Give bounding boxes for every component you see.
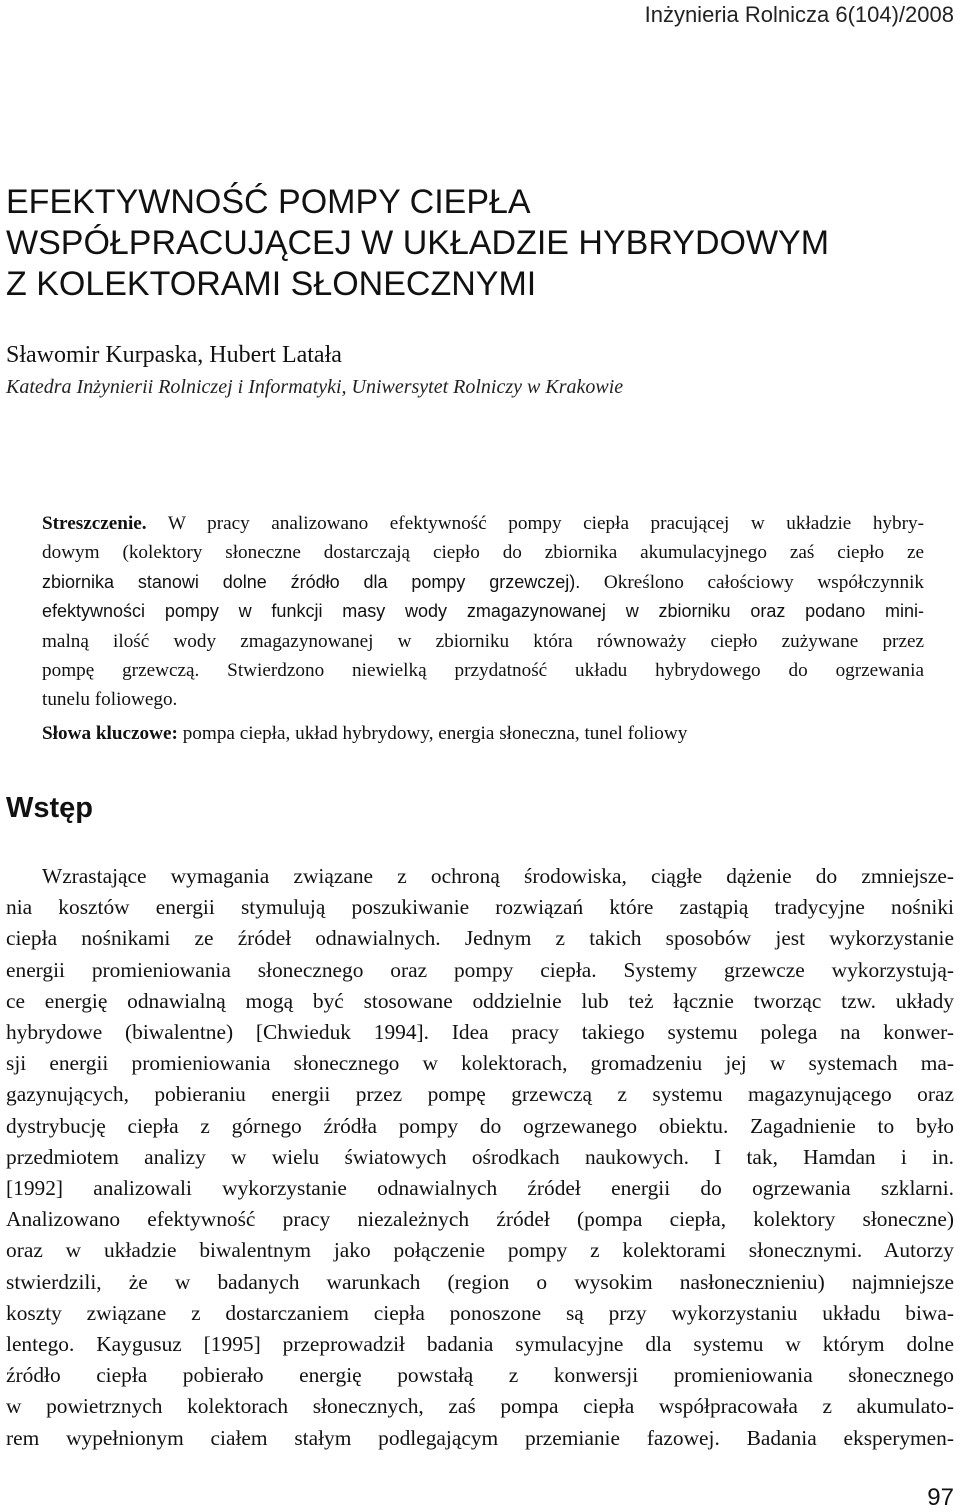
body-line: Wzrastające wymagania związane z ochroną środowiska, ciągłe dążenie do zmniejsze- bbox=[42, 864, 954, 888]
abstract bbox=[42, 509, 924, 715]
authors: Sławomir Kurpaska, Hubert Latała bbox=[6, 342, 342, 368]
abstract-label: Streszczenie. bbox=[42, 513, 147, 534]
title-line: EFEKTYWNOŚĆ POMPY CIEPŁA bbox=[6, 183, 531, 221]
body-line: oraz w układzie biwalentnym jako połączenie pompy z kolektorami słonecznymi. Autorzy bbox=[6, 1238, 954, 1263]
body-line: rem wypełnionym ciałem stałym podlegającym przemianie fazowej. Badania eksperymen- bbox=[6, 1425, 954, 1450]
page-number: 97 bbox=[927, 1484, 954, 1511]
abstract-line: zbiornika stanowi dolne źródło dla pompy grzewczej). Określono całościowy współczynnik bbox=[42, 571, 924, 593]
body-line: ce energię odnawialną mogą być stosowane oddzielnie lub też łącznie tworząc tzw. układy bbox=[6, 988, 954, 1013]
body-line: źródło ciepła pobierało energię powstałą z konwersji promieniowania słonecznego bbox=[6, 1363, 954, 1388]
body-line: nia kosztów energii stymulują poszukiwanie rozwiązań które zastąpią tradycyjne nośniki bbox=[6, 895, 954, 920]
keywords-label: Słowa kluczowe: bbox=[42, 723, 178, 744]
body-line: sji energii promieniowania słonecznego w kolektorach, gromadzeniu jej w systemach ma- bbox=[6, 1051, 954, 1076]
title-line: WSPÓŁPRACUJĄCEJ W UKŁADZIE HYBRYDOWYM bbox=[6, 224, 830, 262]
paper-title bbox=[6, 182, 946, 305]
keywords bbox=[42, 719, 942, 748]
body-line: w powietrznych kolektorach słonecznych, zaś pompa ciepła współpracowała z akumulato- bbox=[6, 1394, 954, 1419]
abstract-line: pompę grzewczą. Stwierdzono niewielką przydatność układu hybrydowego do ogrzewania bbox=[42, 660, 924, 682]
abstract-line: malną ilość wody zmagazynowanej w zbiorniku która równoważy ciepło zużywane przez bbox=[42, 630, 924, 652]
keywords-text: pompa ciepła, układ hybrydowy, energia słoneczna, tunel foliowy bbox=[182, 723, 688, 744]
body-line: lentego. Kaygusuz [1995] przeprowadził badania symulacyjne dla systemu w którym dolne bbox=[6, 1332, 954, 1357]
body-line: dystrybucję ciepła z górnego źródła pompy do ogrzewanego obiektu. Zagadnienie to było bbox=[6, 1113, 954, 1138]
abstract-line: dowym (kolektory słoneczne dostarczają ciepło do zbiornika akumulacyjnego zaś ciepło ze bbox=[42, 542, 924, 564]
body-line: gazynujących, pobieraniu energii przez pompę grzewczą z systemu magazynującego oraz bbox=[6, 1082, 954, 1107]
abstract-line: tunelu foliowego. bbox=[42, 689, 178, 711]
journal-header: Inżynieria Rolnicza 6(104)/2008 bbox=[644, 2, 954, 27]
body-line: przedmiotem analizy w wielu światowych ośrodkach naukowych. I tak, Hamdan i in. bbox=[6, 1144, 954, 1169]
body-line: [1992] analizowali wykorzystanie odnawialnych źródeł energii do ogrzewania szklarni. bbox=[6, 1176, 954, 1201]
body-line: hybrydowe (biwalentne) [Chwieduk 1994]. Idea pracy takiego systemu polega na konwer- bbox=[6, 1020, 954, 1045]
section-heading: Wstęp bbox=[6, 792, 93, 824]
body-line: koszty związane z dostarczaniem ciepła ponoszone są przy wykorzystaniu układu biwa- bbox=[6, 1300, 954, 1325]
affiliation: Katedra Inżynierii Rolniczej i Informatyki, Uniwersytet Rolniczy w Krakowie bbox=[6, 376, 624, 398]
body-line: Analizowano efektywność pracy niezależnych źródeł (pompa ciepła, kolektory słoneczne) bbox=[6, 1207, 954, 1232]
body-line: energii promieniowania słonecznego oraz pompy ciepła. Systemy grzewcze wykorzystują- bbox=[6, 957, 954, 982]
body-text bbox=[6, 861, 954, 1454]
title-line: Z KOLEKTORAMI SŁONECZNYMI bbox=[6, 265, 537, 303]
abstract-line: efektywności pompy w funkcji masy wody zmagazynowanej w zbiorniku oraz podano mini- bbox=[42, 601, 924, 622]
abstract-line: Streszczenie. W pracy analizowano efektywność pompy ciepła pracującej w układzie hybry- bbox=[42, 513, 924, 534]
body-line: ciepła nośnikami ze źródeł odnawialnych. Jednym z takich sposobów jest wykorzystanie bbox=[6, 926, 954, 951]
body-line: stwierdzili, że w badanych warunkach (region o wysokim nasłonecznieniu) najmniejsze bbox=[6, 1269, 954, 1294]
